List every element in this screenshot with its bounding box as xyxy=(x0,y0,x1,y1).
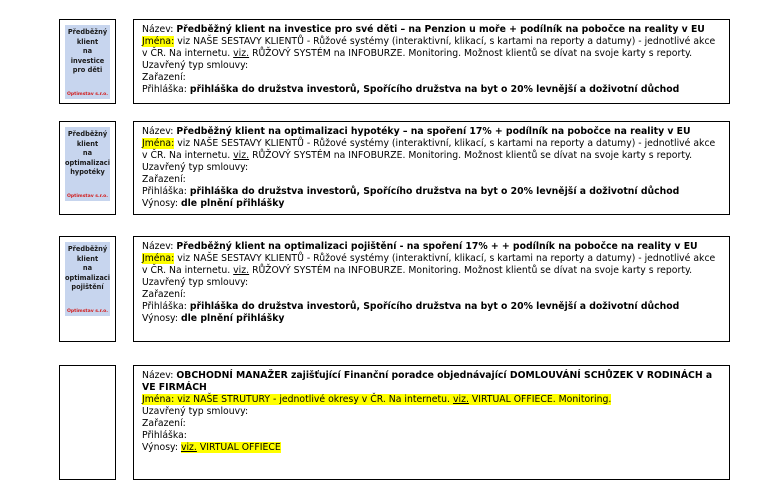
jmena-row: Jména: viz NAŠE SESTAVY KLIENTŮ - Růžové systémy (interaktivní, klikací, s kartami na reporty a datumy) - jednotlivé akce v ČR. Na internetu. viz. RŮŽOVÝ SYSTÉM na INFOBURZE. Monitoring. Možnost klientů se dívat na svoje karty s reporty. xyxy=(142,138,716,161)
card-line: klient xyxy=(76,37,99,46)
vynosy-row: Výnosy: dle plnění přihlášky xyxy=(142,313,285,324)
product-card-2 xyxy=(65,127,110,201)
prihlaska-row: Přihláška: xyxy=(142,430,187,441)
card-line: pro děti xyxy=(72,66,103,74)
entry-box-4 xyxy=(133,365,730,480)
typ-row: Uzavřený typ smlouvy: xyxy=(142,162,249,173)
card-line: na xyxy=(82,264,93,272)
nazev-row: Název: Předběžný klient na optimalizaci hypotéky – na spoření 17% + podílník na pobočce na reality v EU xyxy=(142,126,691,137)
card-brand: Optimstav s.r.o. xyxy=(66,194,109,199)
zarazeni-row: Zařazení: xyxy=(142,174,186,185)
nazev-value: Předběžný klient na optimalizaci pojištění - na spoření 17% + + podílník na pobočce na reality v EU xyxy=(176,241,698,252)
entry-box-2 xyxy=(133,121,730,215)
card-line: optimalizaci xyxy=(65,273,110,282)
jmena-label: Jména: xyxy=(142,138,175,149)
card-line: optimalizaci xyxy=(65,158,110,167)
thumbnail-4-empty xyxy=(59,365,116,480)
zarazeni-row: Zařazení: xyxy=(142,72,186,83)
prihlaska-row: Přihláška: přihláška do družstva investorů, Spořícího družstva na byt o 20% levnější a doživotní důchod xyxy=(142,301,680,312)
entry-box-1 xyxy=(133,19,730,104)
card-line: hypotéky xyxy=(70,168,105,176)
jmena-label: Jména: xyxy=(142,36,175,47)
card-line: Předběžný xyxy=(67,130,108,138)
zarazeni-row: Zařazení: xyxy=(142,289,186,300)
card-line: investice xyxy=(70,56,105,65)
prihlaska-value: přihláška do družstva investorů, Spořícího družstva na byt o 20% levnější a doživotní důchod xyxy=(189,186,680,197)
entry-box-3 xyxy=(133,236,730,342)
jmena-label: Jména: xyxy=(142,253,175,264)
vynosy-value: VIRTUAL OFFIECE xyxy=(199,442,281,453)
thumbnail-1 xyxy=(59,19,116,104)
jmena-row: Jména: viz NAŠE SESTAVY KLIENTŮ - Růžové systémy (interaktivní, klikací, s kartami na reporty a datumy) - jednotlivé akce v ČR. Na internetu. viz. RŮŽOVÝ SYSTÉM na INFOBURZE. Monitoring. Možnost klientů se dívat na svoje karty s reporty. xyxy=(142,253,716,276)
vynosy-row: Výnosy: dle plnění přihlášky xyxy=(142,198,285,209)
card-brand: Optimstav s.r.o. xyxy=(66,92,109,97)
product-card-1 xyxy=(65,25,110,99)
vynosy-value: dle plnění přihlášky xyxy=(180,198,285,209)
nazev-row: Název: OBCHODNÍ MANAŽER zajišťující Finanční poradce objednávající DOMLOUVÁNÍ SCHŮZEK V RODINÁCH a VE FIRMÁCH xyxy=(142,370,713,393)
card-line: na xyxy=(82,149,93,157)
jmena-row: Jména: viz NAŠE STRUTURY - jednotlivé okresy v ČR. Na internetu. viz. VIRTUAL OFFIECE. Monitoring. xyxy=(142,394,612,405)
prihlaska-row: Přihláška: přihláška do družstva investorů, Spořícího družstva na byt o 20% levnější a doživotní důchod xyxy=(142,186,680,197)
prihlaska-value: přihláška do družstva investorů, Spořícího družstva na byt o 20% levnější a doživotní důchod xyxy=(189,301,680,312)
card-line: klient xyxy=(76,139,99,148)
thumbnail-2 xyxy=(59,121,116,215)
card-brand: Optimstav s.r.o. xyxy=(66,309,109,314)
jmena-row: Jména: viz NAŠE SESTAVY KLIENTŮ - Růžové systémy (interaktivní, klikací, s kartami na reporty a datumy) - jednotlivé akce v ČR. Na internetu. viz. RŮŽOVÝ SYSTÉM na INFOBURZE. Monitoring. Možnost klientů se dívat na svoje karty s reporty. xyxy=(142,36,716,59)
card-line: Předběžný xyxy=(67,245,108,253)
nazev-value: Předběžný klient na optimalizaci hypotéky – na spoření 17% + podílník na pobočce na reality v EU xyxy=(176,126,691,137)
nazev-row: Název: Předběžný klient na investice pro své děti – na Penzion u moře + podílník na pobočce na reality v EU xyxy=(142,24,705,35)
nazev-row: Název: Předběžný klient na optimalizaci pojištění - na spoření 17% + + podílník na pobočce na reality v EU xyxy=(142,241,698,252)
card-line: Předběžný xyxy=(67,28,108,36)
typ-row: Uzavřený typ smlouvy: xyxy=(142,406,249,417)
vynosy-value: dle plnění přihlášky xyxy=(180,313,285,324)
card-line: klient xyxy=(76,254,99,263)
prihlaska-row: Přihláška: přihláška do družstva investorů, Spořícího družstva na byt o 20% levnější a doživotní důchod xyxy=(142,84,680,95)
zarazeni-row: Zařazení: xyxy=(142,418,186,429)
card-line: na xyxy=(82,47,93,55)
card-line: pojištění xyxy=(71,283,104,291)
product-card-3 xyxy=(65,242,110,316)
nazev-value: Předběžný klient na investice pro své děti – na Penzion u moře + podílník na pobočce na reality v EU xyxy=(176,24,705,35)
typ-row: Uzavřený typ smlouvy: xyxy=(142,60,249,71)
thumbnail-3 xyxy=(59,236,116,342)
typ-row: Uzavřený typ smlouvy: xyxy=(142,277,249,288)
prihlaska-value: přihláška do družstva investorů, Spořícího družstva na byt o 20% levnější a doživotní důchod xyxy=(189,84,680,95)
vynosy-row: Výnosy: viz. VIRTUAL OFFIECE xyxy=(142,442,281,453)
nazev-value: OBCHODNÍ MANAŽER zajišťující Finanční poradce objednávající DOMLOUVÁNÍ SCHŮZEK V RODINÁCH a VE FIRMÁCH xyxy=(142,370,713,393)
jmena-label: Jména: xyxy=(142,394,175,405)
